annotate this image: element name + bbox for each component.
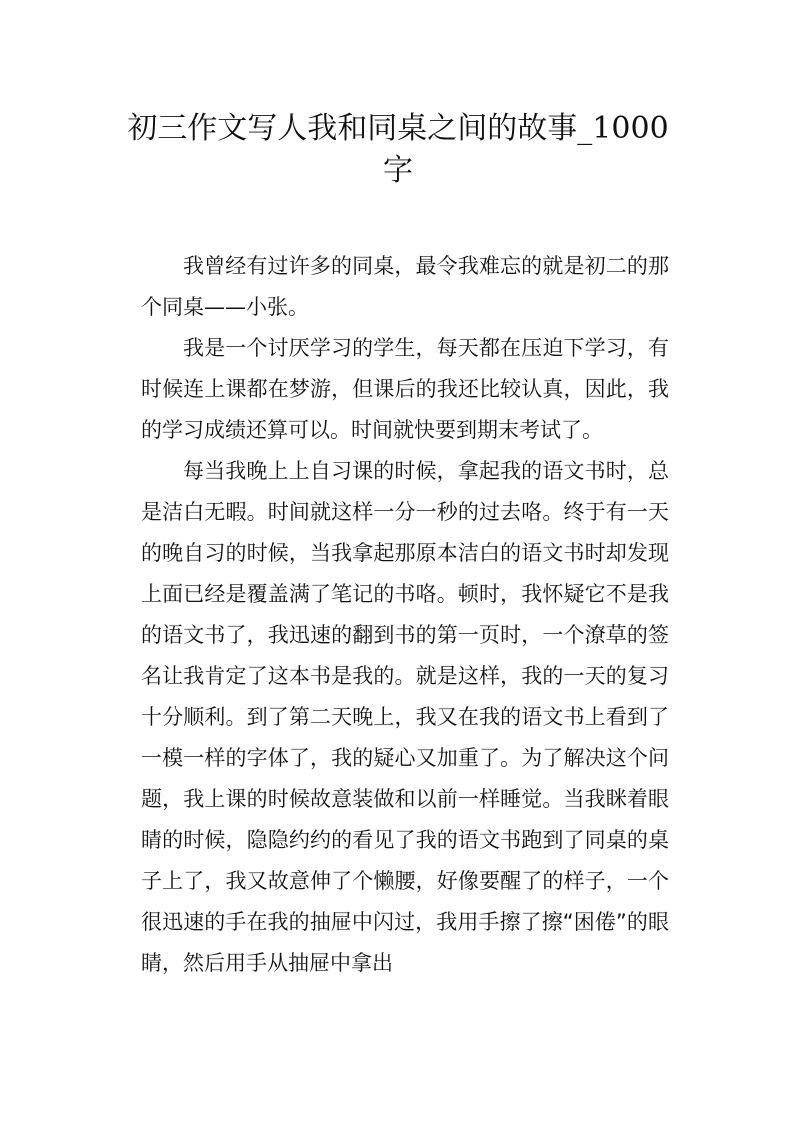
- paragraph-1: 我曾经有过许多的同桌，最令我难忘的就是初二的那个同桌——小张。: [141, 254, 669, 319]
- paragraph-3: 每当我晚上上自习课的时候，拿起我的语文书时，总是洁白无暇。时间就这样一分一秒的过去咯。终于有一天的晚自习的时候，当我拿起那原本洁白的语文书时却发现上面已经是覆盖满了笔记的书咯。顿时，我怀疑它不是我的语文书了，我迅速的翻到书的第一页时，一个潦草的签名让我肯定了这本书是我的。就是这样，我的一天的复习十分顺利。到了第二天晚上，我又在我的语文书上看到了一模一样的字体了，我的疑心又加重了。为了解决这个问题，我上课的时候故意装做和以前一样睡觉。当我眯着眼睛的时候，隐隐约约的看见了我的语文书跑到了同桌的桌子上了，我又故意伸了个懒腰，好像要醒了的样子，一个很迅速的手在我的抽屉中闪过，我用手擦了擦“困倦”的眼睛，然后用手从抽屉中拿出: [141, 459, 669, 975]
- paragraph-2: 我是一个讨厌学习的学生，每天都在压迫下学习，有时候连上课都在梦游，但课后的我还比较认真，因此，我的学习成绩还算可以。时间就快要到期末考试了。: [141, 336, 669, 442]
- document-body: [141, 246, 669, 984]
- document-title: 初三作文写人我和同桌之间的故事_1000字: [127, 111, 669, 188]
